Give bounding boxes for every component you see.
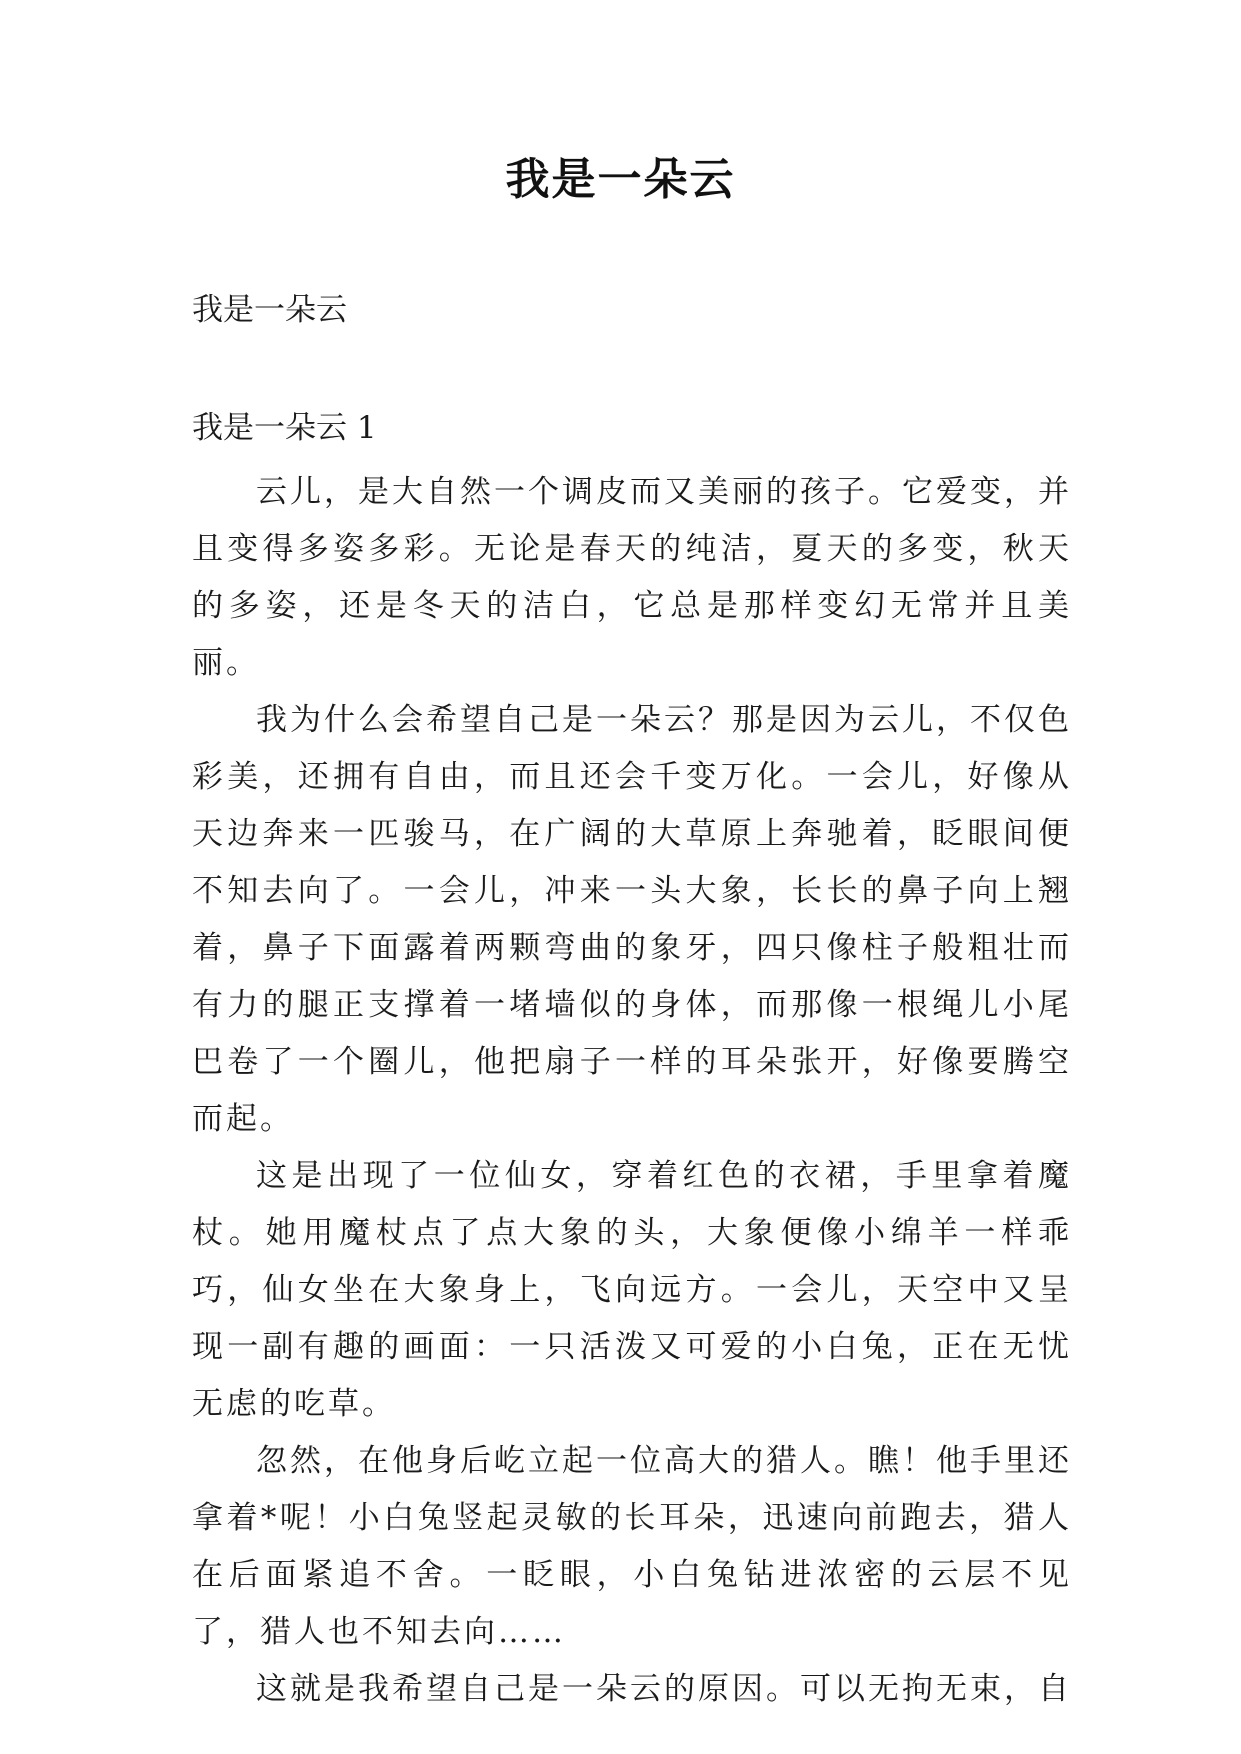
paragraph-3: 这是出现了一位仙女，穿着红色的衣裙，手里拿着魔杖。她用魔杖点了点大象的头，大象便像小绵羊一样乖巧，仙女坐在大象身上，飞向远方。一会儿，天空中又呈现一副有趣的画面：一只活泼又可爱的小白兔，正在无忧无虑的吃草。 [192,1158,1072,1422]
paragraph-1: 云儿，是大自然一个调皮而又美丽的孩子。它爱变，并且变得多姿多彩。无论是春天的纯洁，夏天的多变，秋天的多姿，还是冬天的洁白，它总是那样变幻无常并且美丽。 [192,474,1072,681]
body-text [192,464,1072,1718]
document-title: 我是一朵云 [505,154,736,205]
section-heading: 我是一朵云 1 [192,410,377,446]
paragraph-5: 这就是我希望自己是一朵云的原因。可以无拘无束，自 [256,1671,1072,1707]
document-subtitle: 我是一朵云 [192,292,347,328]
paragraph-4: 忽然，在他身后屹立起一位高大的猎人。瞧！他手里还拿着*呢！小白兔竖起灵敏的长耳朵，迅速向前跑去，猎人在后面紧追不舍。一眨眼，小白兔钻进浓密的云层不见了，猎人也不知去向…… [192,1443,1072,1650]
paragraph-2: 我为什么会希望自己是一朵云？那是因为云儿，不仅色彩美，还拥有自由，而且还会千变万化。一会儿，好像从天边奔来一匹骏马，在广阔的大草原上奔驰着，眨眼间便不知去向了。一会儿，冲来一头大象，长长的鼻子向上翘着，鼻子下面露着两颗弯曲的象牙，四只像柱子般粗壮而有力的腿正支撑着一堵墙似的身体，而那像一根绳儿小尾巴卷了一个圈儿，他把扇子一样的耳朵张开，好像要腾空而起。 [192,702,1072,1137]
